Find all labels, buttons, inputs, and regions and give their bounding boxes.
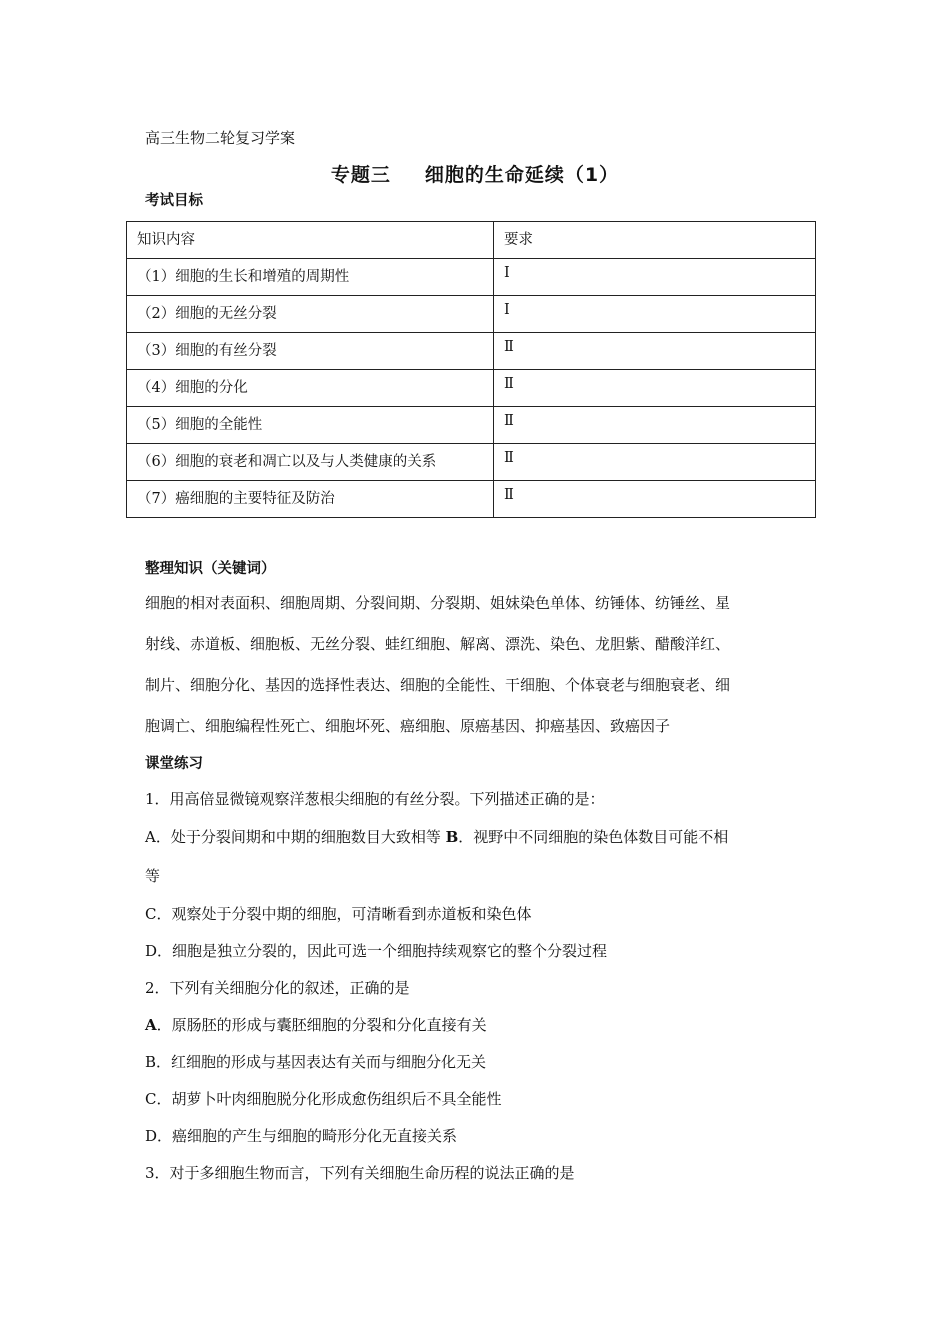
table-cell-level: Ⅱ <box>494 407 816 444</box>
question-1-option-b: ．视野中不同细胞的染色体数目可能不相 <box>458 828 729 846</box>
table-row <box>127 333 816 370</box>
section-heading-practice: 课堂练习 <box>145 756 203 772</box>
section-heading-goals: 考试目标 <box>145 193 203 209</box>
table-row <box>127 296 816 333</box>
question-3-stem: 3．对于多细胞生物而言，下列有关细胞生命历程的说法正确的是 <box>145 1164 575 1182</box>
keywords-line: 射线、赤道板、细胞板、无丝分裂、蛙红细胞、解离、漂洗、染色、龙胆紫、醋酸洋红、 <box>145 635 731 653</box>
table-cell-topic: （6）细胞的衰老和凋亡以及与人类健康的关系 <box>127 444 494 481</box>
section-heading-keywords: 整理知识（关键词） <box>145 561 276 577</box>
table-cell-level: Ⅰ <box>494 259 816 296</box>
table-cell-topic: （7）癌细胞的主要特征及防治 <box>127 481 494 518</box>
table-cell-level: Ⅱ <box>494 370 816 407</box>
page-title <box>0 160 950 187</box>
table-cell-topic: （2）细胞的无丝分裂 <box>127 296 494 333</box>
table-row <box>127 481 816 518</box>
question-1-option-d: D．细胞是独立分裂的，因此可选一个细胞持续观察它的整个分裂过程 <box>145 942 608 960</box>
table-row <box>127 444 816 481</box>
table-cell-level: Ⅱ <box>494 444 816 481</box>
question-2-option-d: D．癌细胞的产生与细胞的畸形分化无直接关系 <box>145 1127 458 1145</box>
question-1-option-b-letter: B <box>445 828 459 846</box>
question-2-option-c: C．胡萝卜叶肉细胞脱分化形成愈伤组织后不具全能性 <box>145 1090 502 1108</box>
title-subject: 细胞的生命延续（1） <box>424 164 620 186</box>
table-cell-level: Ⅰ <box>494 296 816 333</box>
table-cell-level: Ⅱ <box>494 481 816 518</box>
question-1-option-a: A．处于分裂间期和中期的细胞数目大致相等 <box>145 828 446 846</box>
question-2-option-b: B．红细胞的形成与基因表达有关而与细胞分化无关 <box>145 1053 487 1071</box>
goals-table <box>126 221 816 518</box>
table-cell-level: Ⅱ <box>494 333 816 370</box>
table-row <box>127 259 816 296</box>
keywords-line: 胞调亡、细胞编程性死亡、细胞坏死、癌细胞、原癌基因、抑癌基因、致癌因子 <box>145 717 671 735</box>
question-2-option-a-line <box>145 1014 487 1035</box>
question-2-option-a-letter: A <box>145 1016 157 1034</box>
table-header-row <box>127 222 816 259</box>
table-row <box>127 370 816 407</box>
table-cell-topic: （1）细胞的生长和增殖的周期性 <box>127 259 494 296</box>
table-row <box>127 407 816 444</box>
table-cell-topic: （5）细胞的全能性 <box>127 407 494 444</box>
question-2-stem: 2．下列有关细胞分化的叙述，正确的是 <box>145 979 410 997</box>
question-1-stem: 1．用高倍显微镜观察洋葱根尖细胞的有丝分裂。下列描述正确的是： <box>145 790 605 808</box>
header-cell-requirement: 要求 <box>494 222 816 259</box>
question-1-options-ab <box>145 826 728 847</box>
question-1-option-b-wrap: 等 <box>145 867 161 885</box>
header-line: 高三生物二轮复习学案 <box>145 129 296 147</box>
keywords-line: 制片、细胞分化、基因的选择性表达、细胞的全能性、干细胞、个体衰老与细胞衰老、细 <box>145 676 731 694</box>
table-cell-topic: （4）细胞的分化 <box>127 370 494 407</box>
question-2-option-a: ．原肠胚的形成与囊胚细胞的分裂和分化直接有关 <box>156 1016 487 1034</box>
question-1-option-c: C．观察处于分裂中期的细胞，可清晰看到赤道板和染色体 <box>145 905 532 923</box>
header-cell-content: 知识内容 <box>127 222 494 259</box>
keywords-line: 细胞的相对表面积、细胞周期、分裂间期、分裂期、姐妹染色单体、纺锤体、纺锤丝、星 <box>145 594 731 612</box>
title-topic: 专题三 <box>330 164 391 186</box>
table-cell-topic: （3）细胞的有丝分裂 <box>127 333 494 370</box>
